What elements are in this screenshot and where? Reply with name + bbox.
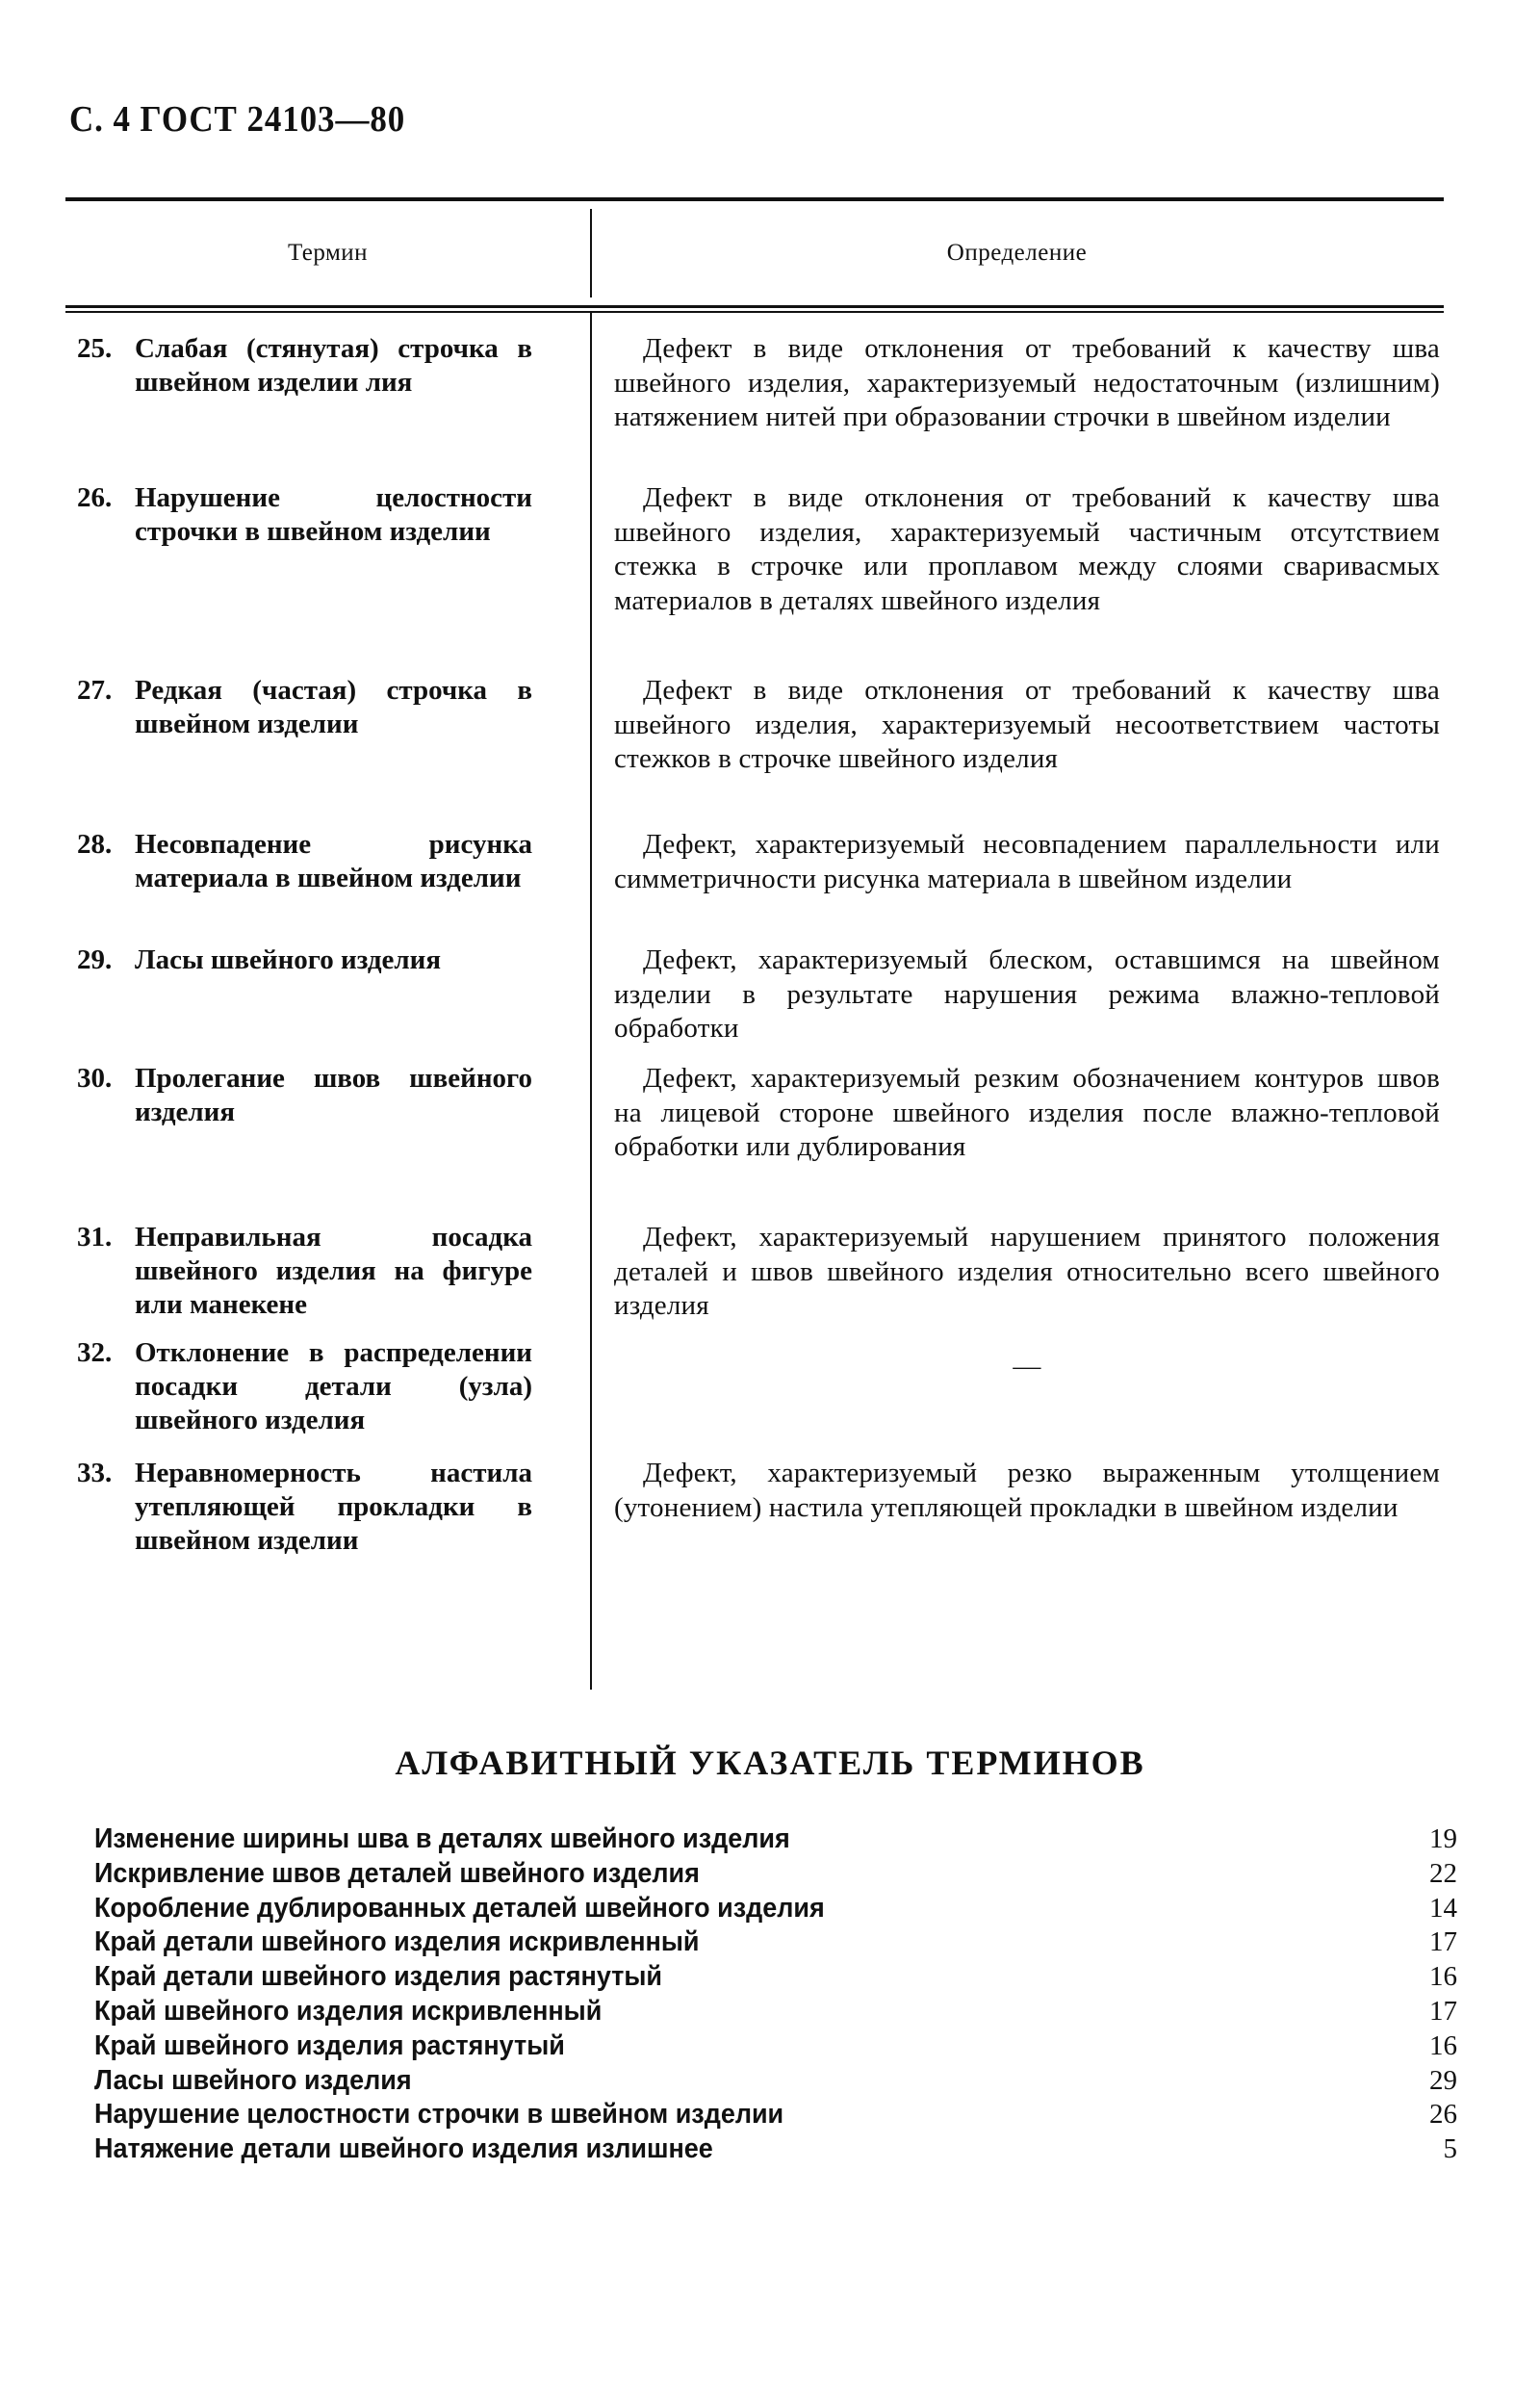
table-row [65,1457,1444,1572]
terms-table [65,197,1444,1572]
table-header [65,201,1444,305]
table-row [65,943,1444,1062]
definition-cell: Дефект, характеризуемый несовпадением параллельности или симметричности рисунка материала в швейном изделии [614,829,1440,894]
term-number: 27. [77,675,113,706]
index-entry-label: Искривление швов деталей швейного изделия [94,1857,700,1889]
term-text: Нарушение целостности строчки в швейном изделии [135,482,532,547]
term-cell [65,674,556,741]
index-entry-label: Край швейного изделия растянутый [94,2029,565,2061]
definition-cell: Дефект в виде отклонения от требований к качеству шва швейного изделия, характеризуемый недостаточным (излишним) натяжением нитей при образовании строчки в швейном изделии [614,333,1440,432]
index-entry-label: Натяжение детали швейного изделия излишнее [94,2133,713,2165]
index-entry-ref: 26 [1429,2099,1457,2131]
table-row [65,1062,1444,1221]
definition-cell: Дефект, характеризуемый резким обозначением контуров швов на лицевой стороне швейного изделия после влажно-тепловой обработки или дублирования [614,1063,1440,1162]
term-text: Несовпадение рисунка материала в швейном изделии [135,829,532,893]
index-entry-ref: 22 [1429,1857,1457,1889]
index-entry-ref: 17 [1429,1926,1457,1958]
definition-cell: Дефект, характеризуемый резко выраженным утолщением (утонением) настила утепляющей прокладки в швейном изделии [614,1458,1440,1523]
index-entry-label: Изменение ширины шва в деталях швейного изделия [94,1823,790,1854]
term-cell [65,1221,556,1322]
table-body [65,313,1444,1572]
term-cell [65,1062,556,1129]
term-number: 25. [77,333,113,364]
index-title: АЛФАВИТНЫЙ УКАЗАТЕЛЬ ТЕРМИНОВ [395,1744,1145,1782]
index-entry-ref: 29 [1429,2064,1457,2096]
alphabetical-index [94,1822,1461,2167]
index-entry-label: Край швейного изделия искривленный [94,1995,603,2027]
index-entry [94,1995,1461,2029]
index-entry-label: Коробление дублированных деталей швейного изделия [94,1892,825,1924]
table-row [65,674,1444,828]
term-text: Пролегание швов швейного изделия [135,1063,532,1127]
index-entry [94,1925,1461,1960]
term-number: 29. [77,944,113,975]
table-row [65,481,1444,674]
table-header-double-rule [65,305,1444,313]
term-cell [65,481,556,549]
definition-cell: Дефект, характеризуемый нарушением принятого положения деталей и швов швейного изделия относительно всего швейного изделия [614,1222,1440,1321]
index-entry-label: Ласы швейного изделия [94,2064,412,2096]
column-header-term: Термин [287,240,369,266]
index-entry [94,1892,1461,1926]
definition-cell: Дефект, характеризуемый блеском, оставшимся на швейном изделии в результате нарушения режима влажно-тепловой обработки [614,944,1440,1044]
index-entry-ref: 14 [1429,1892,1457,1924]
index-entry-label: Край детали швейного изделия растянутый [94,1961,662,1993]
term-number: 31. [77,1222,113,1253]
index-entry-ref: 5 [1443,2133,1457,2165]
term-cell [65,1336,556,1437]
term-cell [65,943,556,977]
term-cell [65,828,556,895]
term-text: Отклонение в распределении посадки детали (узла) швейного изделия [135,1337,532,1435]
table-row [65,828,1444,943]
page-header: С. 4 ГОСТ 24103—80 [69,99,406,140]
term-text: Слабая (стянутая) строчка в швейном изделии лия [135,333,532,398]
column-divider [590,313,592,1690]
term-number: 30. [77,1063,113,1094]
term-text: Ласы швейного изделия [135,944,442,975]
index-entry-ref: 19 [1429,1823,1457,1854]
definition-cell: Дефект в виде отклонения от требований к качеству шва швейного изделия, характеризуемый несоответствием частоты стежков в строчке швейного изделия [614,675,1440,774]
table-row [65,1221,1444,1336]
term-text: Неправильная посадка швейного изделия на фигуре или манекене [135,1222,532,1320]
term-cell [65,1457,556,1558]
column-header-definition: Определение [946,240,1088,266]
definition-cell: Дефект в виде отклонения от требований к качеству шва швейного изделия, характеризуемый частичным отсутствием стежка в строчке или проплавом между слоями сваривасмых материалов в деталях швейного изделия [614,482,1440,616]
term-number: 33. [77,1458,113,1488]
index-entry [94,1857,1461,1892]
index-entry [94,1822,1461,1857]
index-entry-ref: 17 [1429,1995,1457,2027]
term-text: Редкая (частая) строчка в швейном изделии [135,675,532,739]
index-entry [94,2029,1461,2064]
term-number: 28. [77,829,113,860]
index-entry [94,2132,1461,2167]
index-entry-label: Нарушение целостности строчки в швейном изделии [94,2099,784,2131]
definition-cell-empty-dash: — [1013,1351,1041,1382]
table-row [65,1336,1444,1457]
index-entry [94,1960,1461,1995]
index-entry [94,2064,1461,2099]
index-entry-ref: 16 [1429,2029,1457,2061]
index-entry-ref: 16 [1429,1961,1457,1993]
table-row [65,332,1444,481]
term-number: 32. [77,1337,113,1368]
term-cell [65,332,556,400]
column-divider [590,209,592,297]
index-entry-label: Край детали швейного изделия искривленный [94,1926,700,1958]
term-number: 26. [77,482,113,513]
term-text: Неравномерность настила утепляющей прокладки в швейном изделии [135,1458,532,1556]
index-entry [94,2098,1461,2132]
